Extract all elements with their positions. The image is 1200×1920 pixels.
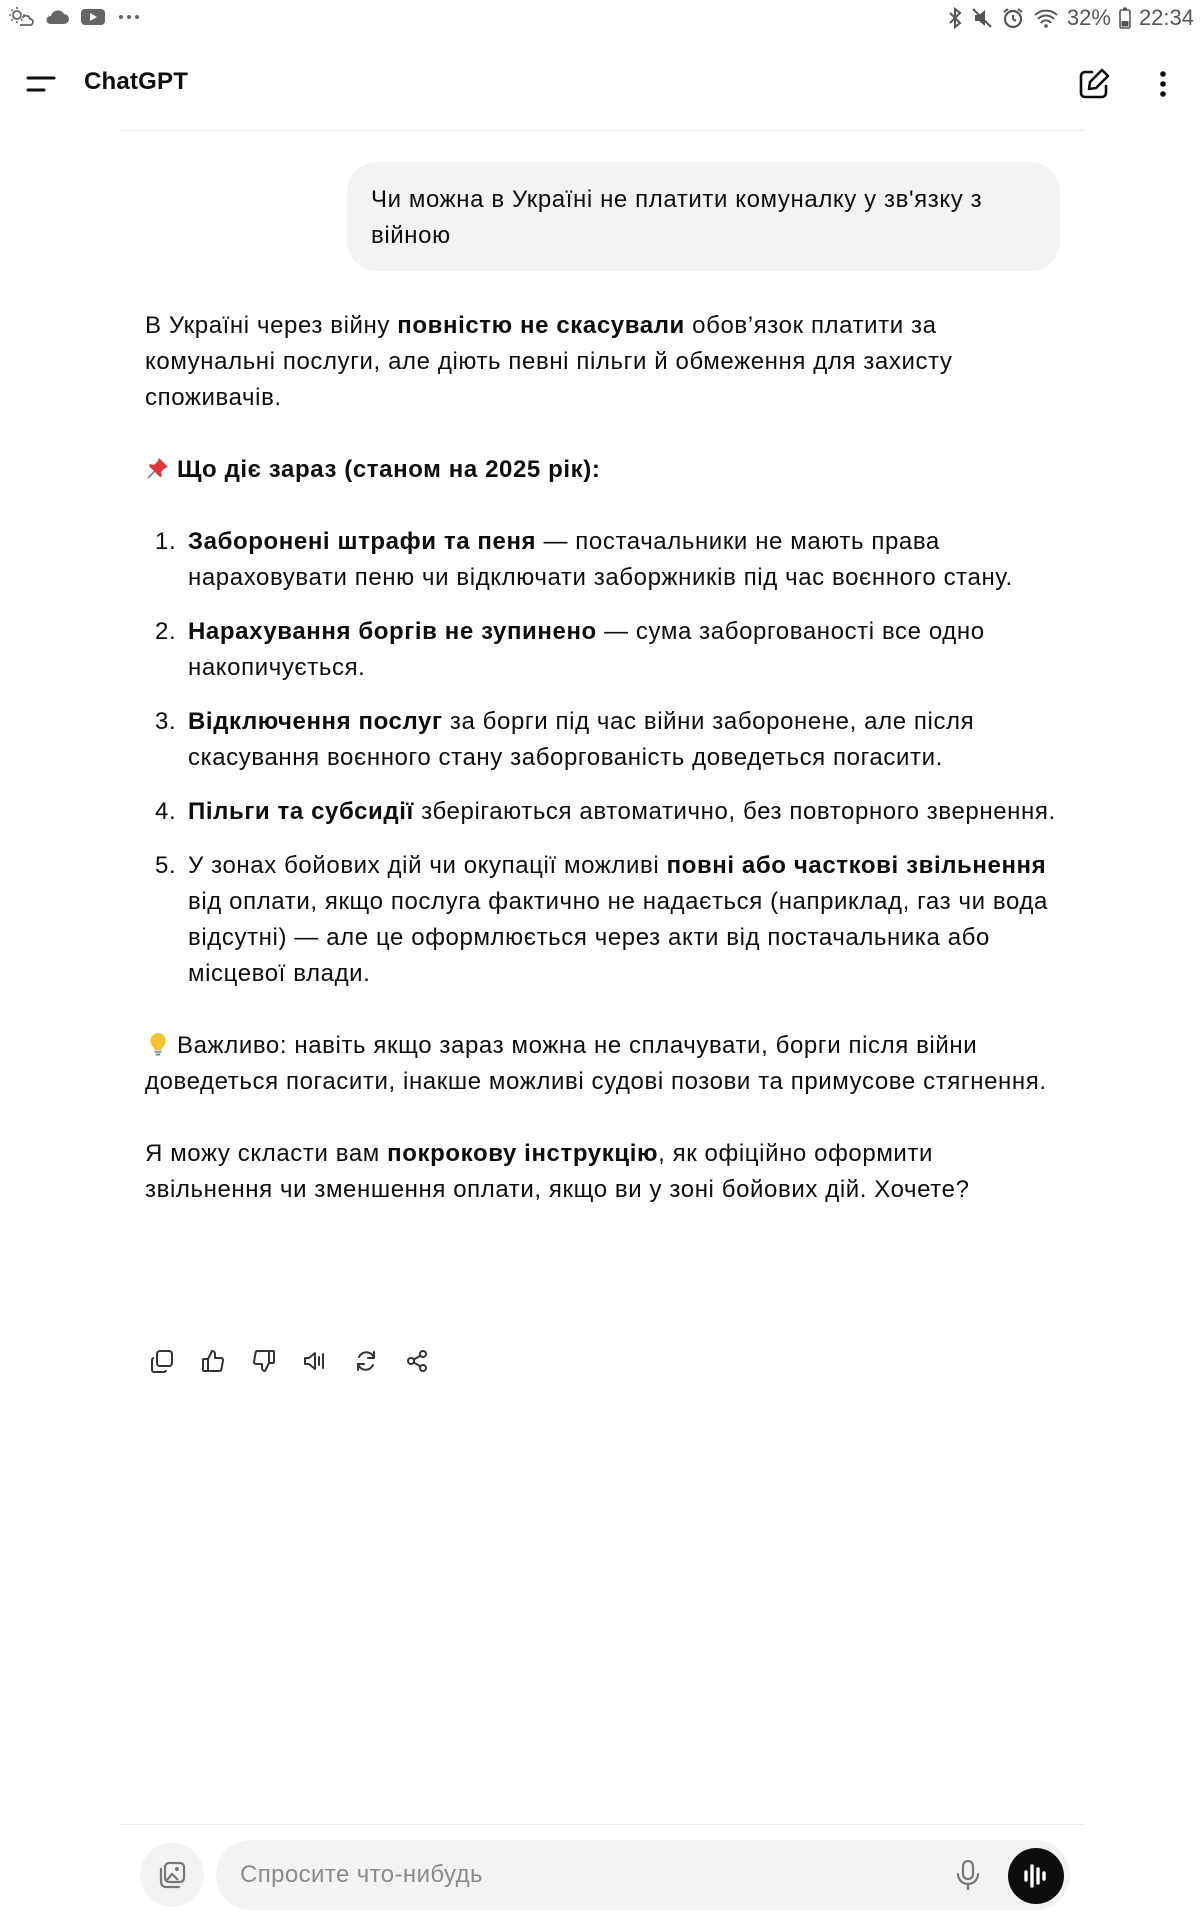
message-actions [146, 1345, 432, 1376]
sidebar-menu-button[interactable] [20, 66, 62, 102]
pushpin-icon [145, 455, 171, 481]
assistant-message [145, 308, 1060, 1208]
bluetooth-icon [947, 6, 963, 30]
weather-icon [8, 6, 34, 28]
dictate-button[interactable] [950, 1857, 986, 1893]
app-header [0, 48, 1200, 120]
assistant-list [145, 524, 1060, 992]
clock: 22:34 [1138, 5, 1194, 30]
cloud-icon [44, 7, 70, 27]
list-item: 1. Заборонені штрафи та пеня — постачальники не мають права нараховувати пеню чи відключати заборжників під час воєнного стану. [155, 528, 1013, 591]
read-aloud-icon [302, 1348, 328, 1374]
attach-image-button[interactable] [140, 1843, 204, 1907]
copy-icon [149, 1348, 175, 1374]
regenerate-button[interactable] [350, 1345, 381, 1376]
new-chat-button[interactable] [1074, 64, 1114, 104]
list-item: 4. Пільги та субсидії зберігаються автоматично, без повторного звернення. [155, 798, 1056, 825]
share-icon [404, 1348, 430, 1374]
menu-icon [20, 66, 62, 102]
status-bar [0, 0, 1200, 38]
share-button[interactable] [401, 1345, 432, 1376]
youtube-icon [80, 7, 106, 27]
battery-percent: 32% [1066, 5, 1111, 30]
copy-button[interactable] [146, 1345, 177, 1376]
list-item: 2. Нарахування боргів не зупинено — сума заборгованості все одно накопичується. [155, 618, 985, 681]
user-message-text: Чи можна в Україні не платити комуналку у зв'язку з війною [371, 186, 983, 249]
assistant-intro: В Україні через війну повністю не скасували обов’язок платити за комунальні послуги, але діють певні пільги й обмеження для захисту споживачів. [145, 312, 953, 411]
status-right-icons [947, 5, 1194, 31]
read-aloud-button[interactable] [299, 1345, 330, 1376]
voice-mode-button[interactable] [1008, 1848, 1064, 1904]
assistant-closing: Я можу скласти вам покрокову інструкцію, як офіційно оформити звільнення чи зменшення оплати, якщо ви у зоні бойових дій. Хочете? [145, 1140, 970, 1203]
message-input[interactable] [240, 1857, 920, 1893]
assistant-heading: Що діє зараз (станом на 2025 рік): [145, 452, 1060, 488]
regenerate-icon [353, 1348, 379, 1374]
more-vertical-icon [1148, 64, 1178, 104]
microphone-icon [954, 1858, 982, 1892]
composer-divider [120, 1824, 1084, 1825]
voice-waveform-icon [1021, 1862, 1051, 1890]
status-left-icons [8, 6, 142, 28]
more-options-button[interactable] [1148, 64, 1178, 104]
list-item: 5. У зонах бойових дій чи окупації можливі повні або часткові звільнення від оплати, якщо послуга фактично не надається (наприклад, газ чи вода відсутні) — але це оформлюється через акти від постачальника або місцевої влади. [155, 852, 1048, 987]
assistant-important: Важливо: навіть якщо зараз можна не сплачувати, борги після війни доведеться погасити, інакше можливі судові позови та примусове стягнення. [145, 1032, 1047, 1095]
alarm-icon [1001, 6, 1025, 30]
app-title[interactable]: ChatGPT [84, 68, 189, 95]
mute-icon [971, 6, 993, 30]
thumbs-up-button[interactable] [197, 1345, 228, 1376]
battery-icon [1119, 7, 1131, 29]
lightbulb-icon [145, 1031, 171, 1057]
more-dots-icon [116, 7, 142, 27]
edit-icon [1074, 64, 1114, 104]
wifi-icon [1033, 7, 1059, 29]
user-message-bubble [347, 162, 1060, 271]
thumbs-up-icon [200, 1348, 226, 1374]
list-item: 3. Відключення послуг за борги під час війни заборонене, але після скасування воєнного стану заборгованість доведеться погасити. [155, 708, 975, 771]
gallery-icon [155, 1858, 189, 1892]
thumbs-down-icon [251, 1348, 277, 1374]
thumbs-down-button[interactable] [248, 1345, 279, 1376]
header-divider [120, 130, 1084, 131]
